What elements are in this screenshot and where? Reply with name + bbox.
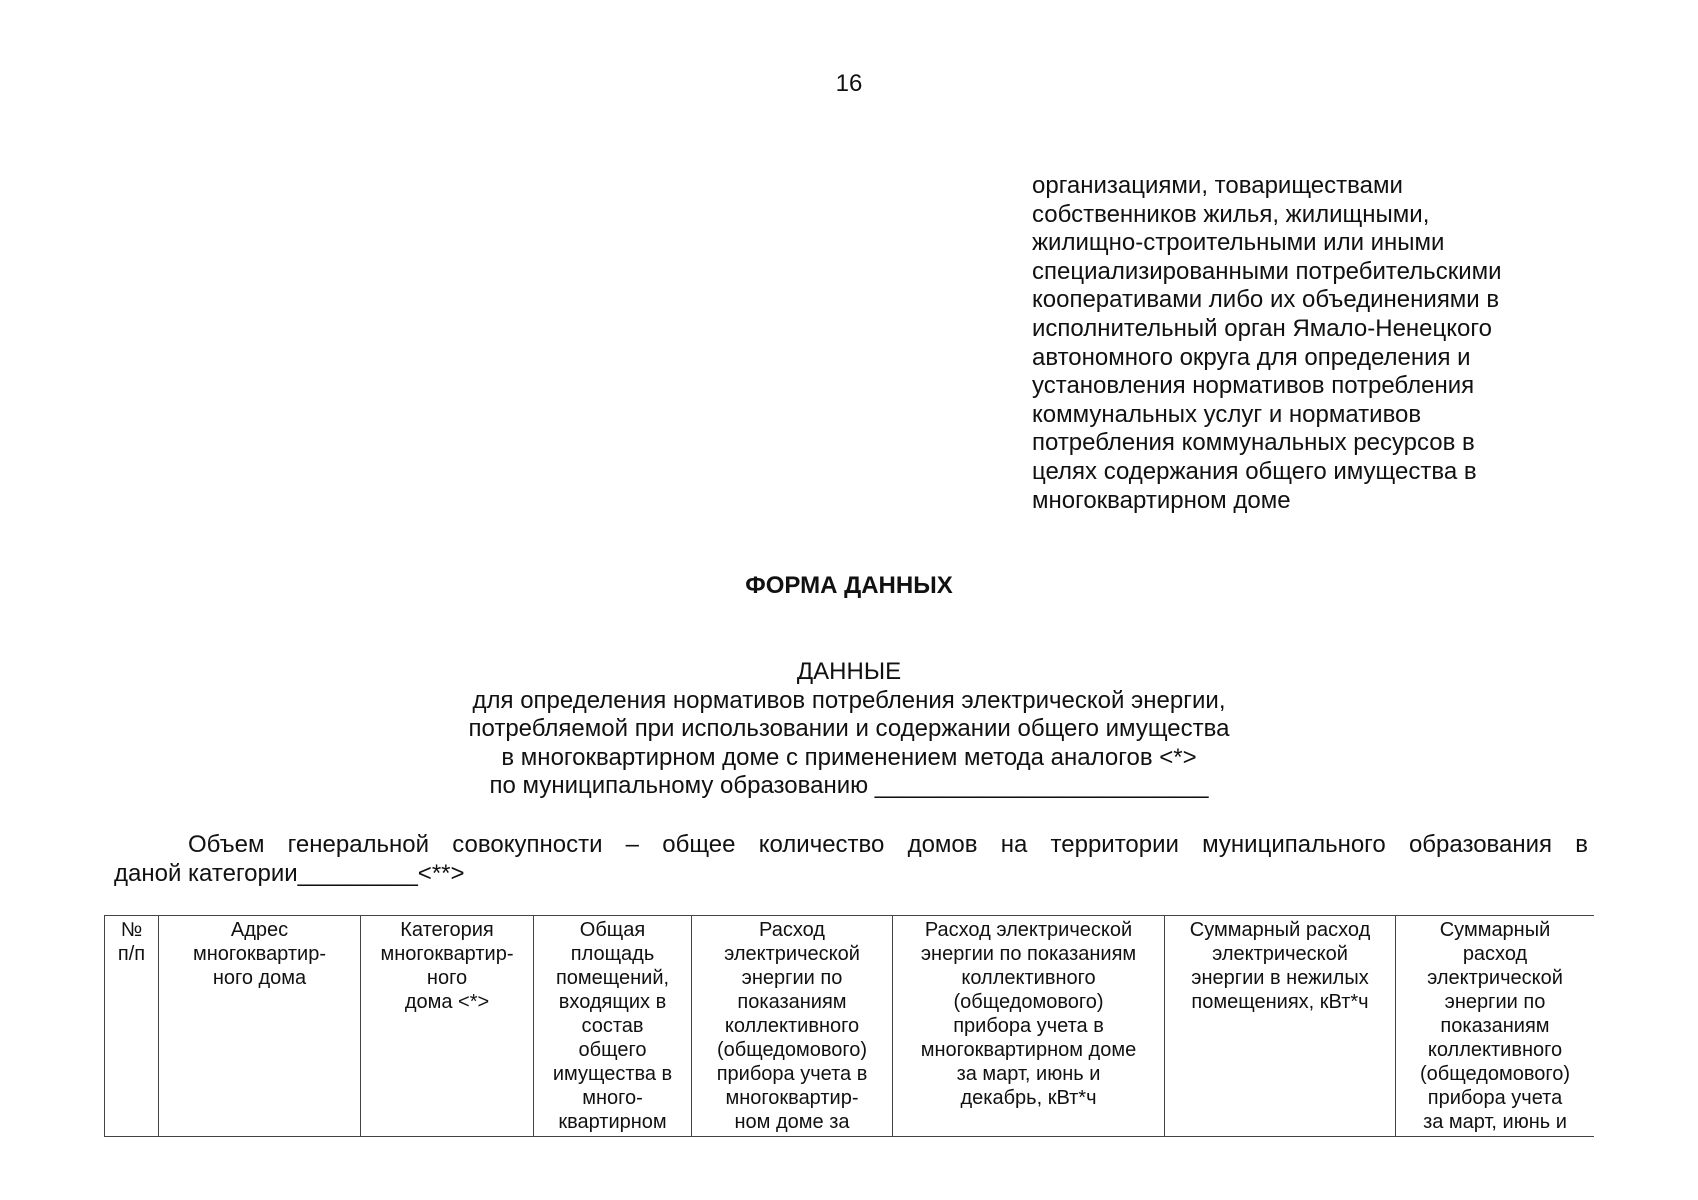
col-header-number (105, 916, 159, 1138)
header-line: коммунальных услуг и нормативов (1032, 400, 1422, 428)
header-text: имущества в (552, 1063, 673, 1085)
header-text: (общедомового) (953, 991, 1104, 1013)
header-text: многоквартирном доме (920, 1039, 1137, 1061)
header-text: (общедомового) (1420, 1063, 1570, 1085)
header-text: состав (581, 1015, 644, 1037)
header-text: энергии по показаниям (920, 943, 1137, 965)
header-text: квартирном (558, 1111, 667, 1133)
header-text: электрической (1427, 967, 1563, 989)
volume-line: Объем генеральной совокупности – общее количество домов на территории муниципального образования в (188, 831, 1588, 858)
header-text: показаниям (737, 991, 847, 1013)
header-text: декабрь, кВт*ч (960, 1087, 1097, 1109)
header-text: Расход (759, 919, 825, 941)
header-line: организациями, товариществами (1032, 172, 1403, 199)
header-text: энергии по (1444, 991, 1546, 1013)
col-header-consumption (692, 916, 893, 1138)
page-number: 16 (835, 70, 863, 97)
header-text: за март, июнь и (956, 1063, 1101, 1085)
header-text: помещениях, кВт*ч (1191, 991, 1369, 1013)
header-text: показаниям (1440, 1015, 1550, 1037)
data-table (104, 915, 1594, 1137)
header-text: ном доме за (734, 1111, 850, 1133)
header-text: коллективного (1427, 1039, 1563, 1061)
header-text: за март, июнь и (1423, 1111, 1567, 1133)
data-heading-line: в многоквартирном доме с применением метода аналогов <*> (501, 743, 1197, 771)
header-text: № (120, 919, 143, 941)
volume-line: даной категории_________<**> (114, 860, 465, 887)
header-text: Суммарный (1439, 919, 1551, 941)
col-header-address (159, 916, 361, 1138)
form-title: ФОРМА ДАННЫХ (745, 572, 953, 599)
header-line: собственников жилья, жилищными, (1032, 200, 1430, 228)
col-header-total-area (534, 916, 692, 1138)
header-text: площадь (570, 943, 655, 965)
header-text: общего (578, 1039, 647, 1061)
header-text: входящих в (558, 991, 667, 1013)
header-line: автономного округа для определения и (1032, 343, 1471, 371)
data-heading-title: ДАННЫЕ (796, 658, 902, 685)
header-text: Общая (579, 919, 646, 941)
header-text: энергии в нежилых (1191, 967, 1369, 989)
header-line: целях содержания общего имущества в (1032, 457, 1477, 485)
header-text: дома <*> (404, 991, 490, 1013)
header-text: прибора учета (1427, 1087, 1563, 1109)
header-text: энергии по (741, 967, 843, 989)
data-table-wrapper (104, 915, 1594, 1137)
header-text: многоквартир- (380, 943, 514, 965)
header-text: электрической (724, 943, 860, 965)
col-header-total-consumption (1396, 916, 1595, 1138)
document-header-block (1032, 172, 1592, 515)
header-line: потребления коммунальных ресурсов в (1032, 429, 1475, 457)
header-text: электрической (1212, 943, 1348, 965)
header-text: прибора учета в (716, 1063, 868, 1085)
header-text: ного (426, 967, 468, 989)
header-text: Категория (400, 919, 494, 941)
header-line: установления нормативов потребления (1032, 372, 1475, 400)
header-text: прибора учета в (953, 1015, 1104, 1037)
header-text: Расход электрической (924, 919, 1133, 941)
header-line: кооперативами либо их объединениями в (1032, 286, 1500, 314)
header-text: (общедомового) (717, 1039, 867, 1061)
header-text: много- (582, 1087, 643, 1109)
header-line: исполнительный орган Ямало-Ненецкого (1032, 314, 1492, 342)
header-line: специализированными потребительскими (1032, 257, 1502, 285)
header-text: многоквартир- (193, 943, 326, 965)
data-heading (0, 658, 1698, 801)
header-line: жилищно-строительными или иными (1032, 229, 1445, 257)
header-text: расход (1462, 943, 1528, 965)
header-text: коллективного (724, 1015, 860, 1037)
col-header-category (361, 916, 534, 1138)
volume-paragraph (114, 830, 1588, 888)
header-line: многоквартирном доме (1032, 486, 1291, 514)
col-header-nonresidential-total (1165, 916, 1396, 1138)
header-text: Суммарный расход (1189, 919, 1371, 941)
table-header-row (105, 916, 1595, 1138)
header-text: Адрес (230, 919, 289, 941)
header-text: помещений, (555, 967, 670, 989)
data-heading-line: потребляемой при использовании и содержании общего имущества (468, 715, 1230, 742)
header-text: п/п (117, 943, 146, 965)
municipality-line: по муниципальному образованию _________________________ (489, 772, 1209, 799)
header-text: коллективного (961, 967, 1096, 989)
header-text: ного дома (212, 967, 307, 989)
data-heading-line: для определения нормативов потребления электрической энергии, (472, 686, 1226, 714)
header-text: многоквартир- (725, 1087, 859, 1109)
col-header-consumption-march-june-december (893, 916, 1165, 1138)
